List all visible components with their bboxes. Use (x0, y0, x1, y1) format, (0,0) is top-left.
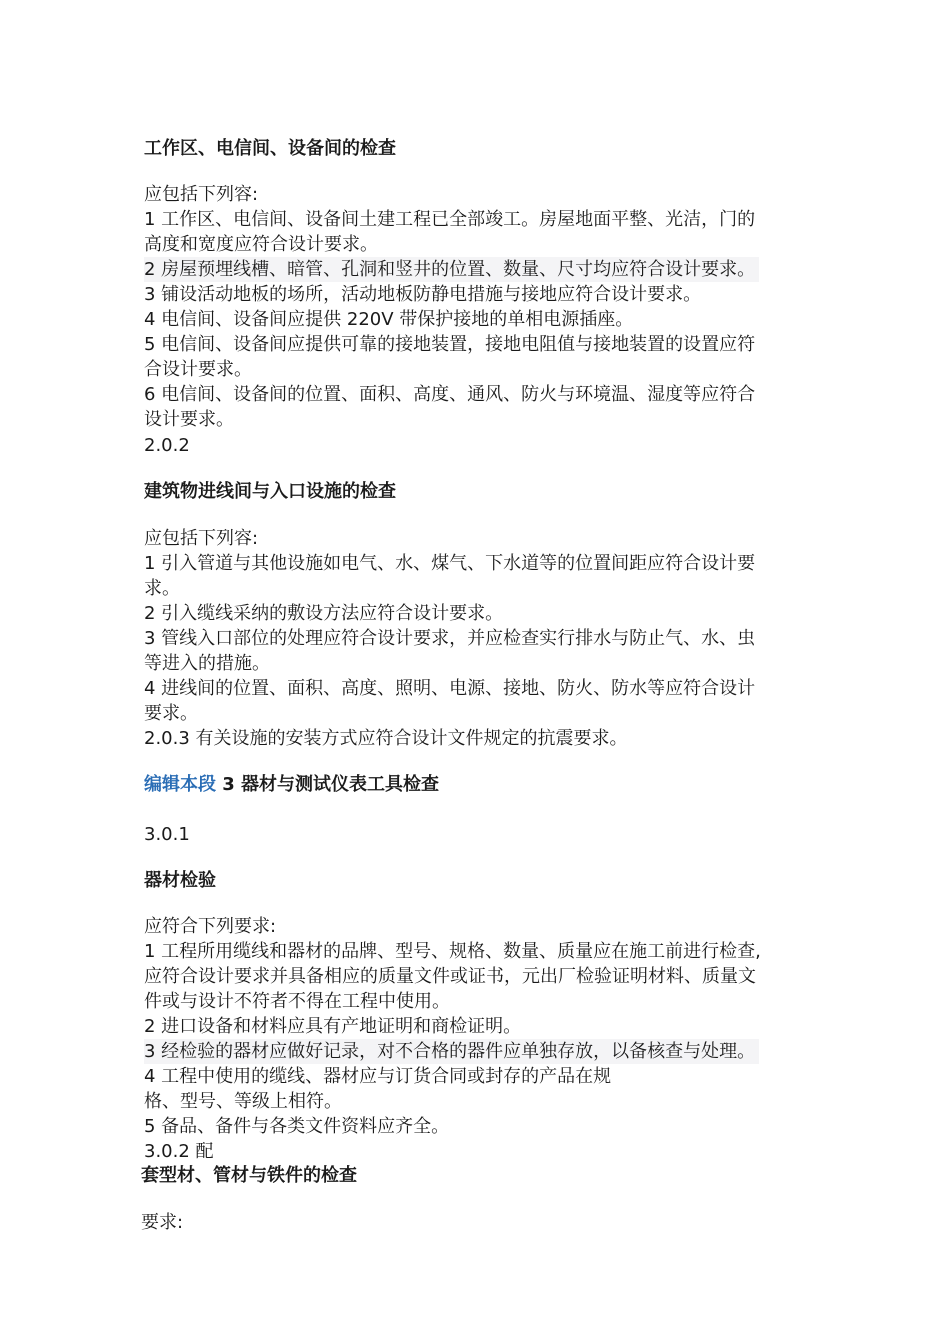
list-item: 求。 (144, 578, 180, 599)
section-heading-workarea: 工作区、电信间、设备间的检查 (144, 138, 396, 159)
list-item: 应符合设计要求并具备相应的质量文件或证书，元出厂检验证明材料、质量文 (144, 966, 756, 987)
section-heading-fittings: 套型材、管材与铁件的检查 (141, 1165, 357, 1186)
list-item: 3 铺设活动地板的场所，活动地板防静电措施与接地应符合设计要求。 (144, 284, 702, 305)
section-heading-materials: 器材检验 (144, 870, 216, 891)
section-heading-entrance: 建筑物进线间与入口设施的检查 (144, 481, 396, 502)
clause-number: 3.0.1 (144, 824, 190, 845)
list-item: 3 管线入口部位的处理应符合设计要求，并应检查实行排水与防止气、水、虫 (144, 628, 756, 649)
list-item: 4 电信间、设备间应提供 220V 带保护接地的单相电源插座。 (144, 309, 634, 330)
list-item: 1 工作区、电信间、设备间土建工程已全部竣工。房屋地面平整、光洁，门的 (144, 209, 756, 230)
list-item: 2.0.3 有关设施的安装方式应符合设计文件规定的抗震要求。 (144, 728, 628, 749)
list-item: 件或与设计不符者不得在工程中使用。 (144, 991, 450, 1012)
list-item: 等进入的措施。 (144, 653, 270, 674)
section-intro: 要求: (141, 1212, 184, 1233)
list-item: 2 引入缆线采纳的敷设方法应符合设计要求。 (144, 603, 504, 624)
list-item: 格、型号、等级上相符。 (144, 1091, 342, 1112)
clause-number: 2.0.2 (144, 435, 190, 456)
section-intro: 应包括下列容: (144, 528, 259, 549)
list-item: 3 经检验的器材应做好记录，对不合格的器件应单独存放，以备核查与处理。 (144, 1039, 759, 1064)
list-item: 4 工程中使用的缆线、器材应与订货合同或封存的产品在规 (144, 1066, 612, 1087)
list-item: 1 引入管道与其他设施如电气、水、煤气、下水道等的位置间距应符合设计要 (144, 553, 756, 574)
list-item: 设计要求。 (144, 409, 234, 430)
section-intro: 应符合下列要求: (144, 916, 277, 937)
list-item: 6 电信间、设备间的位置、面积、高度、通风、防火与环境温、湿度等应符合 (144, 384, 756, 405)
list-item: 3.0.2 配 (144, 1141, 214, 1162)
list-item: 5 备品、备件与各类文件资料应齐全。 (144, 1116, 450, 1137)
list-item: 2 进口设备和材料应具有产地证明和商检证明。 (144, 1016, 522, 1037)
section-intro: 应包括下列容: (144, 184, 259, 205)
edit-section-link[interactable]: 编辑本段 (144, 774, 216, 795)
list-item: 2 房屋预埋线槽、暗管、孔洞和竖井的位置、数量、尺寸均应符合设计要求。 (144, 257, 759, 282)
chapter-title: 3 器材与测试仪表工具检查 (216, 774, 440, 795)
list-item: 合设计要求。 (144, 359, 252, 380)
list-item: 要求。 (144, 703, 198, 724)
list-item: 1 工程所用缆线和器材的品牌、型号、规格、数量、质量应在施工前进行检查, (144, 941, 761, 962)
list-item: 5 电信间、设备间应提供可靠的接地装置，接地电阻值与接地装置的设置应符 (144, 334, 756, 355)
list-item: 4 进线间的位置、面积、高度、照明、电源、接地、防火、防水等应符合设计 (144, 678, 756, 699)
list-item: 高度和宽度应符合设计要求。 (144, 234, 378, 255)
chapter-heading (144, 772, 439, 797)
